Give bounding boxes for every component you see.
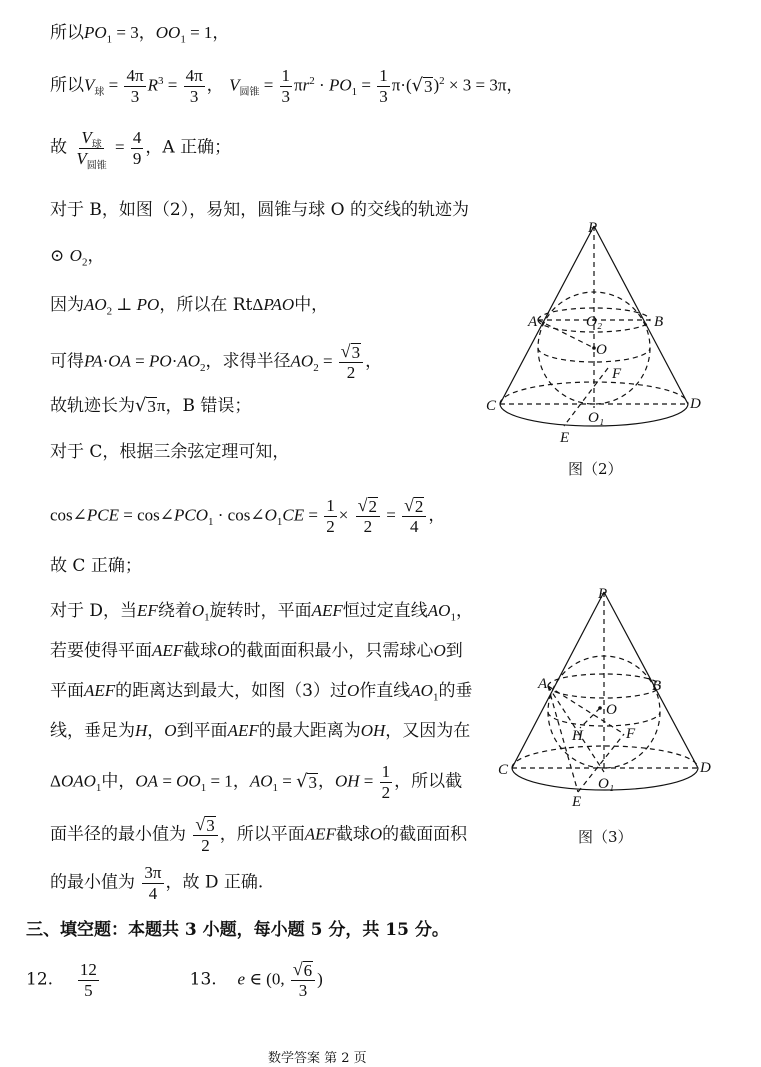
- line-c-correct: 故 C 正确；: [50, 556, 142, 576]
- fig3-label-h: H: [572, 728, 583, 744]
- figure-2-cone-diagram: [478, 218, 718, 448]
- fig3-label-p: P: [598, 586, 608, 602]
- fig2-edge-pd: [594, 226, 688, 404]
- line-d-6: 面半径的最小值为 √ 3 2 ，所以平面AEF截球O的截面面积: [50, 814, 468, 855]
- fig3-point-o: [598, 706, 602, 710]
- answer-12-number: 12.: [26, 969, 54, 990]
- line-circle-o2: ⊙ $O_2$，: [50, 246, 105, 269]
- line-d-5: $\Delta OAO_1$中，OA = $OO_1 = 1$，$AO_1$ = √ 3 ，OH = $\frac{1}{2}$ ，所以截: [50, 762, 463, 802]
- fig2-label-o1: O₁: [588, 410, 605, 426]
- page-footer: 数学答案 第 2 页: [268, 1051, 367, 1066]
- fig3-base-back: [512, 746, 698, 768]
- fig3-label-o: O: [606, 702, 617, 718]
- answer-12-value: $\frac{12}{5}$: [79, 960, 97, 1000]
- fig3-label-b: B: [652, 678, 662, 694]
- fig2-label-b: B: [654, 314, 664, 330]
- fig2-edge-pc: [500, 226, 594, 404]
- figure-3-caption: 图（3）: [578, 828, 633, 846]
- fig2-label-a: A: [528, 314, 538, 330]
- fig3-label-o1: O₁: [598, 776, 615, 792]
- line-ratio: 故 $\frac{V_球}{V_{圆锥}}$ = $\frac{4}{9}$ ，A 正确；: [50, 128, 232, 171]
- figure-3-cone-diagram: [494, 584, 724, 814]
- line-track-length: 故轨迹长为 √ 3 π，B 错误；: [50, 395, 252, 416]
- line-d-3: 平面AEF的距离达到最大，如图（3）过O作直线$AO_1$的垂: [50, 681, 473, 704]
- fig2-label-f: F: [612, 366, 622, 382]
- fig2-label-o2: O₂: [586, 314, 603, 330]
- fig3-label-e: E: [572, 794, 582, 810]
- fig2-label-e: E: [560, 430, 570, 446]
- line-volumes: 所以$V_球$ = $\frac{4\pi}{3}$ $R^3$ = $\frac{4\pi}{3}$ ， $V_{圆锥}$ = $\frac{1}{3}$ $\pi r^2 \cdot PO_1$ = $\frac{1}{3}$ π·( √ 3 )$^2$ × 3 = 3π，: [50, 66, 524, 106]
- line-d-2: 若要使得平面AEF截球O的截面面积最小，只需球心O到: [50, 641, 463, 661]
- fig3-label-c: C: [498, 762, 509, 778]
- figure-2-caption: 图（2）: [568, 460, 623, 478]
- line-radius: 可得$PA\cdot OA = PO\cdot AO_2$，求得半径$AO_2$ = √ 3 2 ，: [50, 341, 383, 382]
- fig2-label-o: O: [596, 342, 607, 358]
- line-perp: 因为$AO_2$ ⊥ PO，所以在 RtΔPAO中，: [50, 295, 329, 318]
- line-c-intro: 对于 C，根据三余弦定理可知，: [50, 442, 290, 462]
- answers-row: 12. $\frac{12}{5}$ 13. e ∈ (0, √ 6 3 ): [26, 959, 323, 1000]
- section-title: 三、填空题：本题共 3 小题，每小题 5 分，共 15 分。: [26, 920, 449, 940]
- answer-13-number: 13.: [189, 969, 217, 990]
- fig3-label-f: F: [626, 726, 636, 742]
- line-d-4: 线，垂足为H，O到平面AEF的最大距离为OH，又因为在: [50, 721, 471, 741]
- line-d-intro: 对于 D，当EF绕着$O_1$旋转时，平面AEF恒过定直线$AO_1$，: [50, 601, 473, 624]
- fig2-label-d: D: [690, 396, 701, 412]
- fig3-label-d: D: [700, 760, 711, 776]
- fig3-label-a: A: [538, 676, 548, 692]
- line-b-intro: 对于 B，如图（2），易知，圆锥与球 O 的交线的轨迹为: [50, 200, 469, 220]
- fig2-label-c: C: [486, 398, 497, 414]
- line-d-7: 的最小值为 $\frac{3\pi}{4}$ ，故 D 正确.: [50, 863, 264, 903]
- fig2-label-p: P: [588, 220, 598, 236]
- line-po1-oo1: 所以$PO_1 = 3$，$OO_1 = 1$，: [50, 23, 230, 46]
- line-cos: cos∠PCE = $\cos\angle PCO_1$ · $\cos\angle O_1CE$ = $\frac{1}{2}$ × √ 2 2 = √ 2 4 ，: [50, 495, 446, 536]
